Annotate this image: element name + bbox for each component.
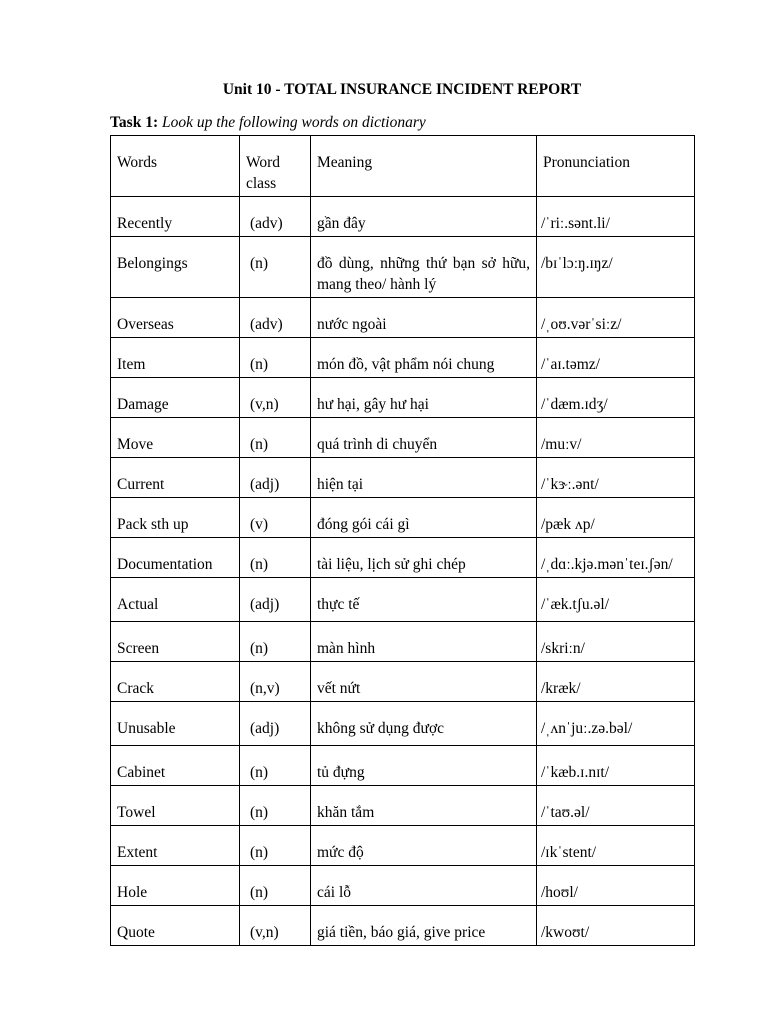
table-row — [111, 578, 695, 622]
meaning-cell: thực tế — [311, 578, 537, 622]
table-row — [111, 826, 695, 866]
word-class-cell: (adj) — [240, 458, 311, 498]
word-cell: Belongings — [111, 237, 240, 298]
meaning-cell: giá tiền, báo giá, give price — [311, 906, 537, 946]
word-cell: Recently — [111, 197, 240, 237]
word-class-cell: (adj) — [240, 702, 311, 746]
pronunciation-cell: /ˈaɪ.təmz/ — [537, 338, 695, 378]
pronunciation-cell: /ˌoʊ.vərˈsiːz/ — [537, 298, 695, 338]
pronunciation-cell: /kwoʊt/ — [537, 906, 695, 946]
word-class-cell: (n) — [240, 418, 311, 458]
pronunciation-cell: /muːv/ — [537, 418, 695, 458]
pronunciation-cell: /ˈriː.sənt.li/ — [537, 197, 695, 237]
word-class-cell: (n) — [240, 538, 311, 578]
word-cell: Quote — [111, 906, 240, 946]
pronunciation-cell: /ˈæk.tʃu.əl/ — [537, 578, 695, 622]
meaning-cell: vết nứt — [311, 662, 537, 702]
pronunciation-cell: /pæk ʌp/ — [537, 498, 695, 538]
pronunciation-cell: /ɪkˈstent/ — [537, 826, 695, 866]
header-pronunciation: Pronunciation — [537, 136, 695, 197]
header-words: Words — [111, 136, 240, 197]
word-class-cell: (v,n) — [240, 378, 311, 418]
pronunciation-cell: /ˈdæm.ɪdʒ/ — [537, 378, 695, 418]
table-row — [111, 298, 695, 338]
word-cell: Item — [111, 338, 240, 378]
task-text: Look up the following words on dictionary — [161, 114, 426, 131]
pronunciation-cell: /hoʊl/ — [537, 866, 695, 906]
table-row — [111, 197, 695, 237]
word-cell: Extent — [111, 826, 240, 866]
table-row — [111, 418, 695, 458]
word-class-cell: (adj) — [240, 578, 311, 622]
pronunciation-cell: /kræk/ — [537, 662, 695, 702]
meaning-cell: cái lỗ — [311, 866, 537, 906]
table-row — [111, 237, 695, 298]
meaning-cell: không sử dụng được — [311, 702, 537, 746]
meaning-cell: mức độ — [311, 826, 537, 866]
table-header-row — [111, 136, 695, 197]
word-class-cell: (n) — [240, 826, 311, 866]
meaning-cell: màn hình — [311, 622, 537, 662]
pronunciation-cell: /skriːn/ — [537, 622, 695, 662]
meaning-cell: nước ngoài — [311, 298, 537, 338]
meaning-cell: hiện tại — [311, 458, 537, 498]
table-row — [111, 906, 695, 946]
table-row — [111, 866, 695, 906]
word-cell: Unusable — [111, 702, 240, 746]
word-class-cell: (n) — [240, 866, 311, 906]
table-row — [111, 702, 695, 746]
header-word-class: Word class — [240, 136, 311, 197]
table-row — [111, 538, 695, 578]
word-cell: Overseas — [111, 298, 240, 338]
word-class-cell: (adv) — [240, 298, 311, 338]
table-row — [111, 786, 695, 826]
pronunciation-cell: /ˈtaʊ.əl/ — [537, 786, 695, 826]
table-row — [111, 746, 695, 786]
word-cell: Cabinet — [111, 746, 240, 786]
word-class-cell: (adv) — [240, 197, 311, 237]
word-cell: Move — [111, 418, 240, 458]
table-row — [111, 622, 695, 662]
word-cell: Actual — [111, 578, 240, 622]
word-cell: Screen — [111, 622, 240, 662]
meaning-cell: món đồ, vật phẩm nói chung — [311, 338, 537, 378]
word-class-cell: (n) — [240, 338, 311, 378]
header-meaning: Meaning — [311, 136, 537, 197]
pronunciation-cell: /ˈkæb.ɪ.nɪt/ — [537, 746, 695, 786]
page-title: Unit 10 - TOTAL INSURANCE INCIDENT REPORT — [222, 81, 582, 98]
table-row — [111, 458, 695, 498]
table-row — [111, 338, 695, 378]
word-class-cell: (n) — [240, 237, 311, 298]
table-row — [111, 662, 695, 702]
task-label: Task 1: — [110, 114, 159, 131]
meaning-cell: khăn tắm — [311, 786, 537, 826]
meaning-cell: quá trình di chuyển — [311, 418, 537, 458]
pronunciation-cell: /bɪˈlɔːŋ.ɪŋz/ — [537, 237, 695, 298]
word-class-cell: (n) — [240, 786, 311, 826]
pronunciation-cell: /ˌʌnˈjuː.zə.bəl/ — [537, 702, 695, 746]
word-class-cell: (n) — [240, 622, 311, 662]
word-class-cell: (n) — [240, 746, 311, 786]
word-cell: Crack — [111, 662, 240, 702]
meaning-cell: gần đây — [311, 197, 537, 237]
word-cell: Damage — [111, 378, 240, 418]
table-row — [111, 378, 695, 418]
table-body — [111, 197, 695, 946]
task-instruction — [110, 114, 426, 132]
meaning-cell: tài liệu, lịch sử ghi chép — [311, 538, 537, 578]
word-class-cell: (v) — [240, 498, 311, 538]
word-cell: Documentation — [111, 538, 240, 578]
meaning-cell: đồ dùng, những thứ bạn sở hữu, mang theo/ hành lý — [311, 237, 537, 298]
word-cell: Pack sth up — [111, 498, 240, 538]
meaning-cell: tủ đựng — [311, 746, 537, 786]
meaning-cell: hư hại, gây hư hại — [311, 378, 537, 418]
meaning-cell: đóng gói cái gì — [311, 498, 537, 538]
word-cell: Current — [111, 458, 240, 498]
word-cell: Towel — [111, 786, 240, 826]
pronunciation-cell: /ˈkɝː.ənt/ — [537, 458, 695, 498]
vocabulary-table — [110, 135, 695, 946]
pronunciation-cell: /ˌdɑː.kjə.mənˈteɪ.ʃən/ — [537, 538, 695, 578]
table-row — [111, 498, 695, 538]
word-cell: Hole — [111, 866, 240, 906]
word-class-cell: (n,v) — [240, 662, 311, 702]
word-class-cell: (v,n) — [240, 906, 311, 946]
